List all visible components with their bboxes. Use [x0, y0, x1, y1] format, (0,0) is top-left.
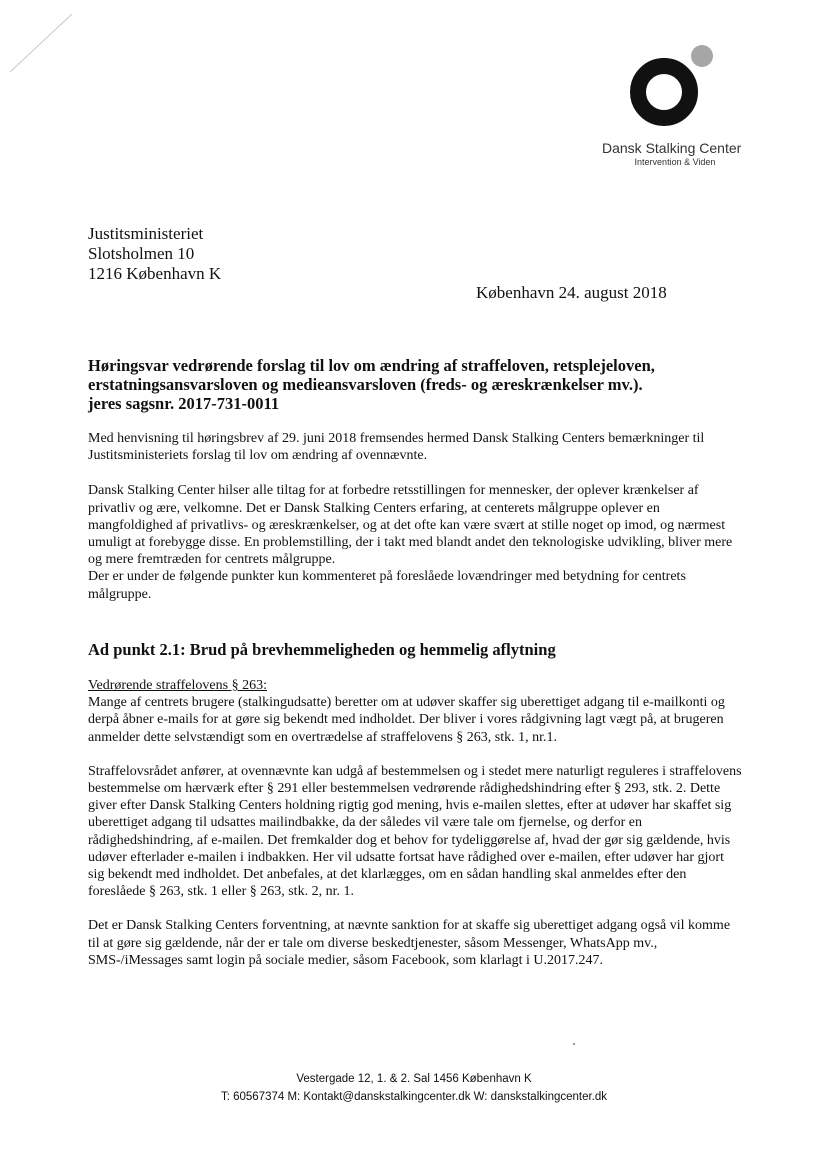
recipient-city: 1216 København K: [88, 264, 222, 283]
recipient-street: Slotsholmen 10: [88, 244, 195, 263]
recipient-address: [88, 224, 221, 284]
scan-artifact-line: [10, 14, 74, 74]
footer-contact: T: 60567374 M: Kontakt@danskstalkingcenter.dk W: danskstalkingcenter.dk: [220, 1091, 608, 1103]
intro-paragraph-2: Dansk Stalking Center hilser alle tiltag for at forbedre retsstillingen for mennesker, der oplever krænkelser af privatliv og ære, velkomne. Det er Dansk Stalking Centers erfaring, at centerets målgruppe oplever en mangfoldighed af privatlivs- og æreskrænkelser, og at det ofte kan være svært at stille noget op imod, og nærmest umuligt at forebygge disse. En problemstilling, der i takt med blandt andet den teknologiske udvikling, bliver mere og mere fremtræden for centrets målgruppe.: [88, 483, 733, 568]
subject-line-1: Høringsvar vedrørende forslag til lov om ændring af straffeloven, retsplejeloven,: [88, 356, 655, 375]
subject-heading: [88, 356, 728, 413]
logo-tagline: Intervention & Viden: [634, 157, 716, 167]
scan-speck: [573, 1043, 575, 1045]
logo: [598, 40, 742, 167]
section-paragraph-3: Det er Dansk Stalking Centers forventning, at nævnte sanktion for at skaffe sig uberettiget adgang også vil komme til at gøre sig gældende, når der er tale om diverse beskedtjenester, såsom Messenger, WhatsApp mv., SMS-/iMessages samt login på sociale medier, såsom Facebook, som klarlagt i U.2017.247.: [88, 918, 731, 968]
letter-date: København 24. august 2018: [476, 283, 667, 302]
subject-line-3: jeres sagsnr. 2017-731-0011: [88, 394, 280, 413]
intro-paragraph-1: Med henvisning til høringsbrev af 29. juni 2018 fremsendes hermed Dansk Stalking Centers bemærkninger til Justitsministeriets forslag til lov om ændring af ovennævnte.: [88, 431, 705, 464]
recipient-name: Justitsministeriet: [88, 224, 204, 243]
footer: [0, 1070, 828, 1106]
logo-name: Dansk Stalking Center: [602, 140, 742, 156]
subject-line-2: erstatningsansvarsloven og medieansvarsloven (freds- og æreskrænkelser mv.).: [88, 375, 643, 394]
intro-body: [88, 430, 740, 621]
section-subheading: Vedrørende straffelovens § 263:: [88, 678, 267, 693]
section-body: [88, 677, 743, 986]
intro-paragraph-3: Der er under de følgende punkter kun kommenteret på foreslåede lovændringer med betydning for centrets målgruppe.: [88, 569, 686, 602]
section-paragraph-2: Straffelovsrådet anfører, at ovennævnte kan udgå af bestemmelsen og i stedet mere naturligt reguleres i straffelovens bestemmelse om hærværk efter § 291 eller bestemmelsen vedrørende rådighedshindring efter § 293, stk. 2. Dette giver efter Dansk Stalking Centers holdning rigtig god mening, hvis e-mailen slettes, efter at udøver har skaffet sig uberettiget adgang til udsattes mailindbakke, da der således vil være tale om fjernelse, og derfor en rådighedshindring, af e-mailen. Det fremkalder dog et behov for tydeliggørelse af, hvad der gør sig gældende, hvis udøver efterlader e-mailen i indbakken. Her vil udsatte fortsat have rådighed over e-mailen, efter udøver har gjort sig bekendt med indholdet. Det anbefales, at det klarlægges, om en sådan handling skal anmeldes efter den foreslåede § 263, stk. 1 eller § 263, stk. 2, nr. 1.: [88, 763, 742, 900]
logo-mark-icon: [622, 40, 716, 134]
section-paragraph-1: Mange af centrets brugere (stalkingudsatte) beretter om at udøver skaffer sig uberettiget adgang til e-mailkonti og derpå åbner e-mails for at gøre sig bekendt med indholdet. Der bliver i vores rådgivning lagt vægt på, at brugeren anmelder dette selvstændigt som en overtrædelse af straffelovens § 263, stk. 1, nr.1.: [88, 695, 725, 745]
footer-address: Vestergade 12, 1. & 2. Sal 1456 København K: [296, 1073, 532, 1085]
section-heading: Ad punkt 2.1: Brud på brevhemmeligheden og hemmelig aflytning: [88, 640, 556, 659]
